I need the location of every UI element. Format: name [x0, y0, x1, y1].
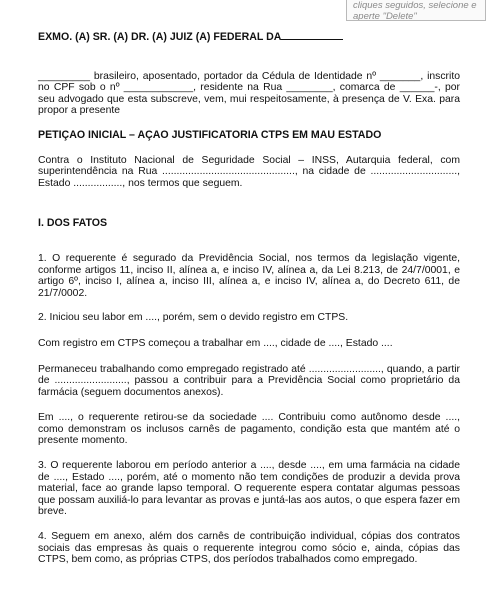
addressee-line — [38, 30, 460, 44]
paragraph-6: 3. O requerente laborou em período anterior a ...., desde ...., em uma farmácia na cidade de ...., Estado ...., porém, até o momento não tem condições de produzir a devida prova material, face ao grande lapso temporal. O requerente espera contatar algumas pessoas que possam auxiliá-lo para levantar as provas e juntá-las aos autos, o que espera fazer em breve. — [38, 460, 460, 518]
paragraph-4: Permaneceu trabalhando como empregado registrado até ........................., quando, a partir de ........................., passou a contribuir para a Previdência Social como proprietário da farmácia (seguem documentos anexos). — [38, 363, 460, 398]
instruction-note: cliques seguidos, selecione e aperte "Delete" — [346, 0, 486, 21]
paragraph-5: Em ...., o requerente retirou-se da sociedade .... Contribuiu como autônomo desde ...., como demonstram os inclusos carnês de pagamento, condição esta que mantém até o presente momento. — [38, 412, 460, 447]
against-paragraph: Contra o Instituto Nacional de Seguridade Social – INSS, Autarquia federal, com superintendência na Rua .............................................., na cidade de .............................., Estado ................., nos termos que seguem. — [38, 154, 460, 189]
section-title: I. DOS FATOS — [38, 217, 108, 230]
document-page — [38, 30, 460, 566]
paragraph-1: 1. O requerente é segurado da Previdência Social, nos termos da legislação vigente, conforme artigos 11, inciso II, alínea a, e inciso IV, alínea a, da Lei 8.213, de 24/7/0001, e artigo 6º, inciso I, alínea a, inciso III, alínea a, e inciso IV, alínea a, do Decreto 611, de 21/7/0002. — [38, 252, 460, 299]
paragraph-2: 2. Iniciou seu labor em ...., porém, sem o devido registro em CTPS. — [38, 312, 349, 324]
paragraph-3: Com registro em CTPS começou a trabalhar em ...., cidade de ...., Estado .... — [38, 337, 393, 349]
addressee-blank — [281, 30, 343, 40]
paragraph-7: 4. Seguem em anexo, além dos carnês de contribuição individual, cópias dos contratos sociais das empresas às quais o requerente integrou como sócio e, ainda, cópias das CTPS, bem como, as próprias CTPS, dos períodos trabalhados como empregado. — [38, 531, 460, 566]
intro-paragraph: _________ brasileiro, aposentado, portador da Cédula de Identidade nº _______, inscrito no CPF sob o nº ____________, residente na Rua ________, comarca de ______-, por seu advogado que esta subscreve, vem, mui respeitosamente, à presença de V. Exa. para propor a presente — [38, 70, 460, 117]
petition-title: PETIÇAO INICIAL – AÇAO JUSTIFICATORIA CTPS EM MAU ESTADO — [38, 128, 382, 141]
addressee-text: EXMO. (A) SR. (A) DR. (A) JUIZ (A) FEDERAL DA — [38, 31, 282, 43]
